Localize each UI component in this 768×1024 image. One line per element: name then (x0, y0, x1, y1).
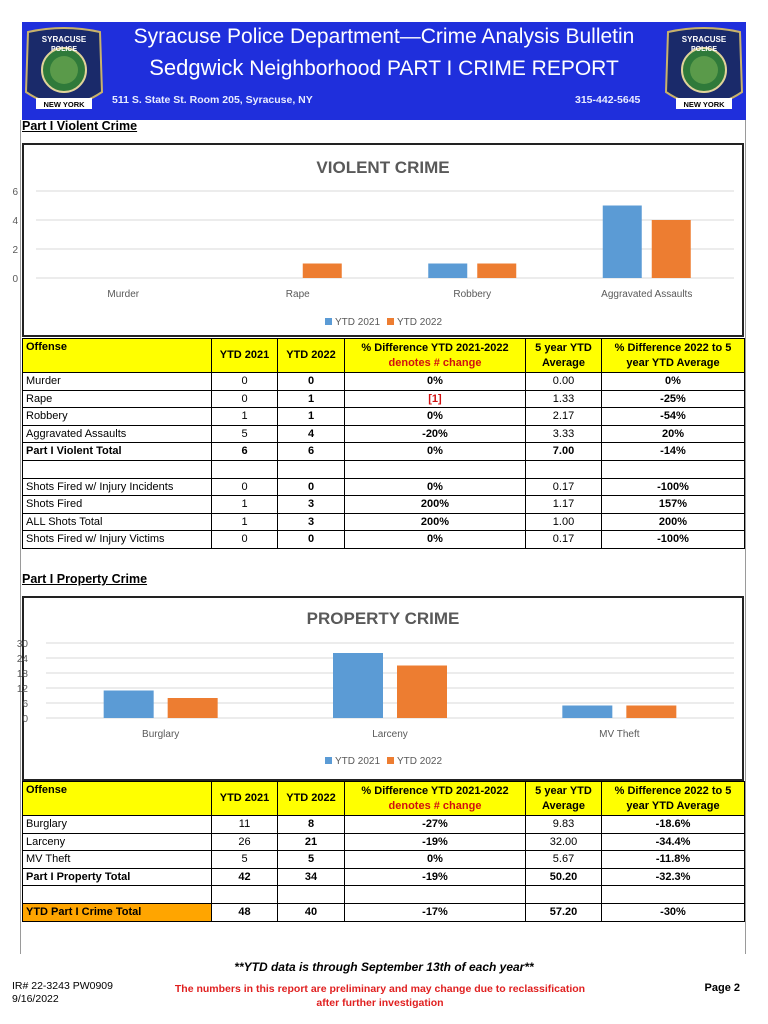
police-badge-icon (22, 26, 106, 114)
avg5-cell: 0.00 (526, 373, 602, 391)
pct-diff-cell: [1] (345, 390, 526, 408)
y-tick-label: 2 (12, 245, 18, 256)
badge-mid-text: POLICE (50, 46, 78, 53)
report-subtitle (112, 55, 656, 82)
pct-diff-cell: -17% (345, 904, 526, 922)
avg5-cell: 9.83 (526, 816, 602, 834)
offense-cell: Shots Fired w/ Injury Incidents (23, 478, 212, 496)
spacer-row (23, 886, 745, 904)
table-row (23, 531, 745, 549)
police-badge-icon (662, 26, 746, 114)
offense-cell: Part I Violent Total (23, 443, 212, 461)
offense-cell: YTD Part I Crime Total (23, 904, 212, 922)
offense-cell: MV Theft (23, 851, 212, 869)
y-tick-label: 30 (16, 639, 28, 650)
pct-diff-cell: 0% (345, 408, 526, 426)
legend-label: YTD 2021 (335, 317, 381, 328)
offense-cell: Larceny (23, 833, 212, 851)
ytd-2021-cell: 0 (212, 373, 278, 391)
diff5-cell: -14% (602, 443, 745, 461)
avg5-cell: 32.00 (526, 833, 602, 851)
ytd-2021-cell: 42 (212, 868, 278, 886)
pct-diff-cell: 0% (345, 478, 526, 496)
pct-diff-cell: -27% (345, 816, 526, 834)
diff5-cell: -32.3% (602, 868, 745, 886)
ytd-2021-cell: 26 (212, 833, 278, 851)
property-section-title: Part I Property Crime (22, 572, 148, 586)
diff5-cell: -25% (602, 390, 745, 408)
ytd-2022-cell: 5 (278, 851, 345, 869)
table-row (23, 513, 745, 531)
avg5-cell: 0.17 (526, 478, 602, 496)
diff5-cell: -30% (602, 904, 745, 922)
pct-diff-cell: -19% (345, 833, 526, 851)
property-chart-svg (16, 598, 742, 779)
violent-chart-svg (12, 145, 742, 335)
ytd-2022-cell: 4 (278, 425, 345, 443)
badge-bottom-text: NEW YORK (683, 100, 725, 109)
spacer-row (23, 460, 745, 478)
bar-mv-theft-2022 (626, 706, 676, 719)
x-category-label: Burglary (142, 729, 180, 740)
violent-crime-table (22, 338, 745, 549)
col-pct-diff (345, 339, 526, 373)
col-ytd-2021: YTD 2021 (212, 339, 278, 373)
legend-label: YTD 2022 (397, 756, 443, 767)
ytd-2021-cell: 6 (212, 443, 278, 461)
col-ytd-2022: YTD 2022 (278, 339, 345, 373)
bulletin-title: Syracuse Police Department—Crime Analysis Bulletin (133, 25, 635, 48)
y-tick-label: 18 (16, 669, 28, 680)
ytd-2022-cell: 0 (278, 531, 345, 549)
ytd-2021-cell: 0 (212, 531, 278, 549)
ytd-2022-cell: 8 (278, 816, 345, 834)
offense-cell: Murder (23, 373, 212, 391)
legend-swatch (325, 757, 332, 764)
ytd-2022-cell: 3 (278, 496, 345, 514)
col-offense: Offense (23, 782, 212, 816)
offense-cell: Shots Fired (23, 496, 212, 514)
diff5-cell: 157% (602, 496, 745, 514)
badge-top-text: SYRACUSE (681, 35, 727, 44)
pct-diff-cell: -20% (345, 425, 526, 443)
bar-rape-2022 (303, 264, 342, 279)
ytd-2022-cell: 1 (278, 408, 345, 426)
col-pct-diff-label: % Difference YTD 2021-2022 (361, 341, 509, 354)
diff5-cell: -100% (602, 478, 745, 496)
avg5-cell: 5.67 (526, 851, 602, 869)
ytd-2022-cell: 1 (278, 390, 345, 408)
footer-ir-info (12, 980, 113, 1006)
ytd-2021-cell: 0 (212, 478, 278, 496)
bar-aggravated-assaults-2022 (652, 220, 691, 278)
department-address: 511 S. State St. Room 205, Syracuse, NY (112, 94, 313, 106)
legend-swatch (325, 318, 332, 325)
ytd-2021-cell: 5 (212, 851, 278, 869)
neighborhood-name: Sedgwick (149, 55, 244, 80)
ytd-2021-cell: 0 (212, 390, 278, 408)
pct-diff-cell: 0% (345, 443, 526, 461)
col-pct-diff-label: % Difference YTD 2021-2022 (361, 784, 509, 797)
property-crime-table (22, 781, 745, 922)
disclaimer-line-1: The numbers in this report are preliminary and may change due to reclassification (174, 983, 586, 995)
diff5-cell: -11.8% (602, 851, 745, 869)
avg5-cell: 1.33 (526, 390, 602, 408)
badge-bottom-text: NEW YORK (43, 100, 85, 109)
ytd-2021-cell: 1 (212, 408, 278, 426)
header-banner (22, 22, 746, 120)
pct-diff-cell: 0% (345, 851, 526, 869)
avg5-cell: 0.17 (526, 531, 602, 549)
x-category-label: Robbery (453, 289, 492, 300)
offense-cell: Part I Property Total (23, 868, 212, 886)
page-number: Page 2 (704, 982, 740, 994)
col-pct-diff-note: denotes # change (388, 799, 482, 812)
offense-cell: Aggravated Assaults (23, 425, 212, 443)
table-row (23, 496, 745, 514)
table-row (23, 408, 745, 426)
legend-label: YTD 2022 (397, 317, 443, 328)
x-category-label: Murder (107, 289, 140, 300)
ytd-2022-cell: 6 (278, 443, 345, 461)
bar-larceny-2022 (397, 666, 447, 719)
ytd-2021-cell: 1 (212, 496, 278, 514)
diff5-cell: -54% (602, 408, 745, 426)
table-row (23, 443, 745, 461)
offense-cell: ALL Shots Total (23, 513, 212, 531)
ytd-2021-cell: 11 (212, 816, 278, 834)
ytd-2022-cell: 0 (278, 373, 345, 391)
x-category-label: Rape (285, 289, 310, 300)
avg5-cell: 2.17 (526, 408, 602, 426)
table-row (23, 833, 745, 851)
legend-swatch (387, 318, 394, 325)
col-ytd-2022: YTD 2022 (278, 782, 345, 816)
ir-number: IR# 22-3243 PW0909 (12, 980, 113, 992)
department-phone: 315-442-5645 (575, 94, 641, 106)
avg5-cell: 3.33 (526, 425, 602, 443)
ytd-data-note: **YTD data is through September 13th of each year** (234, 960, 534, 974)
pct-diff-cell: -19% (345, 868, 526, 886)
disclaimer-line-2: after further investigation (316, 997, 444, 1009)
diff5-cell: 200% (602, 513, 745, 531)
y-tick-label: 6 (22, 699, 28, 710)
bar-mv-theft-2021 (562, 706, 612, 719)
bar-robbery-2022 (477, 264, 516, 279)
diff5-cell: -100% (602, 531, 745, 549)
violent-crime-chart (12, 143, 744, 337)
table-row (23, 851, 745, 869)
avg5-cell: 1.00 (526, 513, 602, 531)
y-tick-label: 6 (12, 187, 18, 198)
table-row (23, 816, 745, 834)
col-pct-diff-note: denotes # change (388, 356, 482, 369)
avg5-cell: 1.17 (526, 496, 602, 514)
col-avg5: 5 year YTD Average (526, 782, 602, 816)
table-header-row (23, 339, 745, 373)
avg5-cell: 57.20 (526, 904, 602, 922)
col-offense: Offense (23, 339, 212, 373)
pct-diff-cell: 200% (345, 496, 526, 514)
footer-disclaimer (160, 982, 600, 1010)
col-ytd-2021: YTD 2021 (212, 782, 278, 816)
ytd-2022-cell: 0 (278, 478, 345, 496)
offense-cell: Shots Fired w/ Injury Victims (23, 531, 212, 549)
bar-burglary-2021 (104, 691, 154, 719)
avg5-cell: 50.20 (526, 868, 602, 886)
avg5-cell: 7.00 (526, 443, 602, 461)
table-header-row (23, 782, 745, 816)
diff5-cell: 20% (602, 425, 745, 443)
table-row (23, 373, 745, 391)
pct-diff-cell: 0% (345, 373, 526, 391)
table-row (23, 868, 745, 886)
y-tick-label: 24 (16, 654, 28, 665)
table-row (23, 904, 745, 922)
col-diff5: % Difference 2022 to 5 year YTD Average (602, 782, 745, 816)
ytd-2021-cell: 1 (212, 513, 278, 531)
y-tick-label: 4 (12, 216, 18, 227)
col-avg5: 5 year YTD Average (526, 339, 602, 373)
ytd-2022-cell: 21 (278, 833, 345, 851)
table-row (23, 390, 745, 408)
bar-larceny-2021 (333, 653, 383, 718)
diff5-cell: -18.6% (602, 816, 745, 834)
chart-title: PROPERTY CRIME (306, 609, 460, 628)
report-date: 9/16/2022 (12, 993, 59, 1005)
col-diff5: % Difference 2022 to 5 year YTD Average (602, 339, 745, 373)
diff5-cell: 0% (602, 373, 745, 391)
table-row (23, 478, 745, 496)
y-tick-label: 12 (16, 684, 28, 695)
badge-mid-text: POLICE (690, 46, 718, 53)
legend-label: YTD 2021 (335, 756, 381, 767)
ytd-2022-cell: 34 (278, 868, 345, 886)
y-tick-label: 0 (22, 714, 28, 725)
diff5-cell: -34.4% (602, 833, 745, 851)
chart-title: VIOLENT CRIME (316, 158, 450, 177)
ytd-2022-cell: 40 (278, 904, 345, 922)
x-category-label: Larceny (372, 729, 408, 740)
offense-cell: Rape (23, 390, 212, 408)
x-category-label: Aggravated Assaults (601, 289, 693, 300)
bar-aggravated-assaults-2021 (603, 206, 642, 279)
x-category-label: MV Theft (599, 729, 640, 740)
pct-diff-cell: 0% (345, 531, 526, 549)
y-tick-label: 0 (12, 274, 18, 285)
offense-cell: Robbery (23, 408, 212, 426)
bar-robbery-2021 (428, 264, 467, 279)
legend-swatch (387, 757, 394, 764)
table-row (23, 425, 745, 443)
pct-diff-cell: 200% (345, 513, 526, 531)
bar-burglary-2022 (168, 698, 218, 718)
offense-cell: Burglary (23, 816, 212, 834)
badge-top-text: SYRACUSE (41, 35, 87, 44)
col-pct-diff (345, 782, 526, 816)
ytd-2022-cell: 3 (278, 513, 345, 531)
property-crime-chart (16, 596, 744, 781)
ytd-2021-cell: 48 (212, 904, 278, 922)
violent-section-title: Part I Violent Crime (22, 119, 138, 133)
ytd-2021-cell: 5 (212, 425, 278, 443)
report-subtitle-rest: Neighborhood PART I CRIME REPORT (243, 57, 619, 80)
